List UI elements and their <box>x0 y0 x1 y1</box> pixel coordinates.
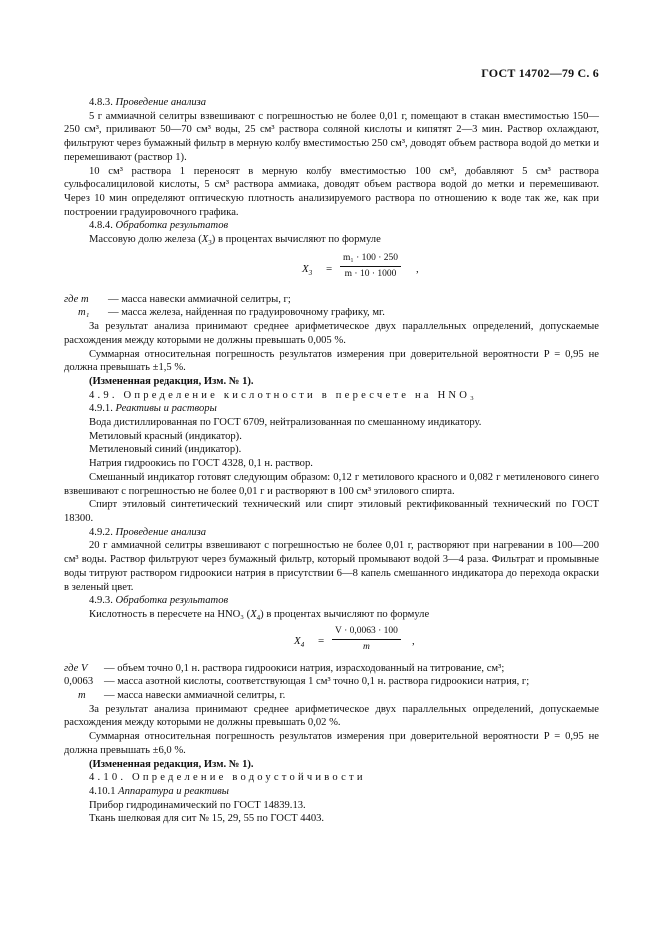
reagent-item: Смешанный индикатор готовят следующим образом: 0,12 г метилового красного и 0,082 г метиленового синего взвешивают с погрешностью не более 0,01 г и растворяют в 100 см³ этилового спирта. <box>64 471 599 497</box>
document-body <box>64 96 599 826</box>
paragraph: За результат анализа принимают среднее арифметическое двух параллельных определений, допускаемые расхождения между которыми не должны превышать 0,02 %. <box>64 703 599 729</box>
formula-lhs: $X_4$ <box>294 634 305 649</box>
section-4-9-3-heading: 4.9.3. Обработка результатов <box>89 595 229 607</box>
formula-comma: , <box>412 634 415 647</box>
section-4-10-heading: 4.10. Определение водоустойчивости <box>89 772 366 784</box>
formula-lhs: $X_3$ <box>302 262 313 277</box>
definitions-list <box>64 662 599 703</box>
paragraph: Суммарная относительная погрешность результатов измерения при доверительной вероятности P = 0,95 не должна превышать ±6,0 %. <box>64 731 599 756</box>
page-header: ГОСТ 14702—79 С. 6 <box>481 66 599 80</box>
reagent-item: Метиловый красный (индикатор). <box>89 430 242 442</box>
section-4-8-4-heading: 4.8.4. Обработка результатов <box>89 220 229 232</box>
definition-row: где m — масса навески аммиачной селитры, г; <box>64 293 291 305</box>
section-4-9-1-heading: 4.9.1. Реактивы и растворы <box>89 403 217 415</box>
paragraph: Массовую долю железа $(X_3)$ в процентах вычисляют по формуле <box>89 234 381 248</box>
apparatus-item: Прибор гидродинамический по ГОСТ 14839.13. <box>89 799 306 811</box>
edit-note: (Измененная редакция, Изм. № 1). <box>89 375 254 387</box>
formula-denominator: m · 10 · 1000 <box>344 269 397 280</box>
section-4-10-1-heading: 4.10.1 Аппаратура и реактивы <box>89 785 229 797</box>
definition-row: 0,0063 — масса азотной кислоты, соответствующая 1 см³ точно 0,1 н. раствора гидроокиси натрия, г; <box>64 676 530 688</box>
section-4-9-heading: 4.9. Определение кислотности в пересчете на HNO₃ <box>89 389 478 401</box>
reagent-item: Вода дистиллированная по ГОСТ 6709, нейтрализованная по смешанному индикатору. <box>89 417 482 429</box>
section-4-8-3-heading: 4.8.3. Проведение анализа <box>89 97 207 108</box>
reagent-item: Метиленовый синий (индикатор). <box>89 444 242 456</box>
formula-fraction <box>340 252 401 282</box>
apparatus-item: Ткань шелковая для сит № 15, 29, 55 по ГОСТ 4403. <box>89 813 325 825</box>
edit-note: (Измененная редакция, Изм. № 1). <box>89 758 254 770</box>
definition-row: где V — объем точно 0,1 н. раствора гидроокиси натрия, израсходованный на титрование, см³; <box>64 662 505 674</box>
formula-fraction <box>332 625 401 655</box>
paragraph: Суммарная относительная погрешность результатов измерения при доверительной вероятности P = 0,95 не должна превышать ±1,5 %. <box>64 348 599 374</box>
paragraph: За результат анализа принимают среднее арифметическое двух параллельных определений, допускаемые расхождения между которыми не должны превышать 0,005 %. <box>64 321 599 346</box>
reagent-item: Спирт этиловый синтетический технический или спирт этиловый ректификованный технический по ГОСТ 18300. <box>64 499 599 524</box>
section-4-9-2-heading: 4.9.2. Проведение анализа <box>89 526 207 538</box>
formula-x3 <box>64 247 599 293</box>
definition-row: m — масса навески аммиачной селитры, г. <box>78 690 286 702</box>
formula-equals: = <box>326 262 333 275</box>
paragraph: 10 см³ раствора 1 переносят в мерную колбу вместимостью 100 см³, добавляют 5 см³ раствора сульфосалициловой кислоты, 5 см³ раствора аммиака, доводят объем раствора водой до метки и перемешивают. Через 10 мин определяют оптическую плотность анализируемого раствора по отношению к воде так же, как при построении градуировочного графика. <box>64 165 599 218</box>
formula-numerator: m₁ · 100 · 250 <box>340 252 401 268</box>
formula-equals: = <box>318 634 325 647</box>
formula-denominator: m <box>363 642 370 653</box>
definition-row: m₁ — масса железа, найденная по градуировочному графику, мг. <box>78 307 385 319</box>
formula-comma: , <box>416 262 419 275</box>
formula-x4 <box>64 622 599 662</box>
definitions-list <box>64 293 599 320</box>
paragraph: 20 г аммиачной селитры взвешивают с погрешностью не более 0,01 г, растворяют при нагревании в 100—200 см³ воды. Раствор фильтруют через бумажный фильтр, который промывают водой 3—4 раза. Фильтрат и промывные воды титруют раствором гидроокиси натрия в присутствии 6—8 капель смешанного индикатора до перехода окраски в зеленый цвет. <box>64 540 599 593</box>
formula-numerator: V · 0,0063 · 100 <box>332 625 401 641</box>
paragraph: Кислотность в пересчете на HNO₃ $(X_4)$ в процентах вычисляют по формуле <box>89 608 430 623</box>
paragraph: 5 г аммиачной селитры взвешивают с погрешностью не более 0,01 г, помещают в стакан вместимостью 150—250 см³, приливают 50—70 см³ воды, 25 см³ раствора соляной кислоты и кипятят 2—3 мин. Раствор охлаждают, фильтруют через бумажный фильтр в мерную колбу вместимостью 250 см³, доводят объем раствора водой до метки и перемешивают (раствор 1). <box>64 110 599 163</box>
reagent-item: Натрия гидроокись по ГОСТ 4328, 0,1 н. раствор. <box>89 458 313 470</box>
